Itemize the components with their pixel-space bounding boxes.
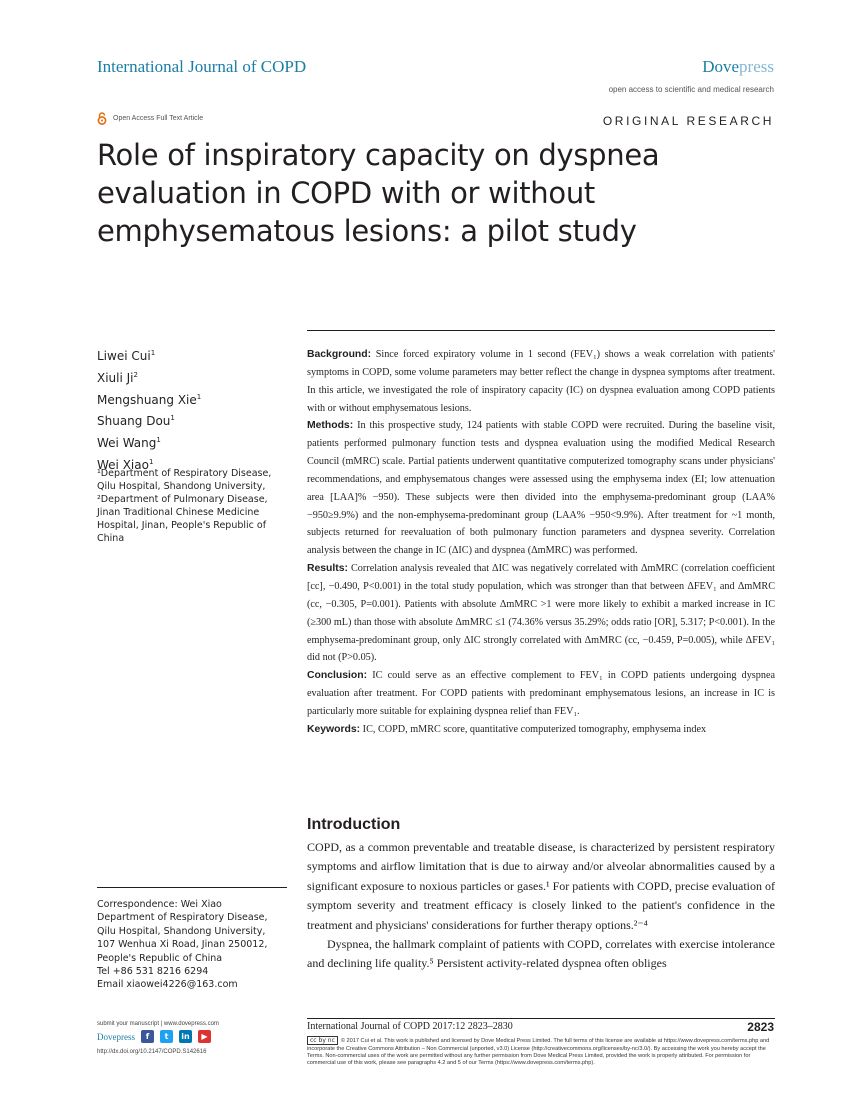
open-access-icon: [97, 112, 107, 125]
author-name: Wei Wang: [97, 436, 157, 451]
correspondence-divider: [97, 887, 287, 888]
twitter-icon[interactable]: t: [160, 1030, 173, 1043]
abstract: [307, 346, 775, 739]
author[interactable]: [97, 388, 201, 410]
correspondence-line: Department of Respiratory Disease,: [97, 912, 268, 924]
abstract-methods: [307, 417, 775, 560]
author-name: Wei Xiao: [97, 457, 149, 472]
linkedin-icon[interactable]: in: [179, 1030, 192, 1043]
correspondence-line: 107 Wenhua Xi Road, Jinan 250012,: [97, 939, 268, 951]
author-affiliation-mark: 1: [170, 414, 175, 423]
correspondence-phone: Tel +86 531 8216 6294: [97, 966, 209, 978]
open-access-badge[interactable]: [97, 112, 203, 125]
author[interactable]: [97, 409, 201, 431]
youtube-icon[interactable]: ▶: [198, 1030, 211, 1043]
author-affiliation-mark: 1: [196, 392, 202, 401]
author[interactable]: [97, 366, 201, 388]
author-name: Mengshuang Xie: [97, 392, 197, 407]
correspondence: [97, 898, 287, 992]
keywords-label: Keywords:: [307, 723, 361, 735]
author[interactable]: [97, 344, 201, 366]
abstract-keywords: [307, 721, 775, 739]
creative-commons-icon[interactable]: cc by nc: [307, 1036, 338, 1045]
introduction-paragraph: COPD, as a common preventable and treatable disease, is characterized by persistent respiratory symptoms and airflow limitation that is due to airway and/or alveolar abnormalities caused by a significant exposure to noxious particles or gases.¹ For patients with COPD, precise evaluation of symptom severity and treatment efficacy is closely linked to the patient's confidence in the treatment and physicians' considerations for further therapy options.²⁻⁴: [307, 840, 775, 932]
correspondence-line: People's Republic of China: [97, 952, 223, 964]
author[interactable]: [97, 431, 201, 453]
facebook-icon[interactable]: f: [141, 1030, 154, 1043]
correspondence-email[interactable]: Email xiaowei4226@163.com: [97, 979, 238, 991]
article-title: Role of inspiratory capacity on dyspnea evaluation in COPD with or without emphysematous lesions: a pilot study: [97, 138, 660, 248]
publisher-tagline: open access to scientific and medical research: [608, 85, 774, 94]
footer-social: [97, 1030, 211, 1043]
author-affiliation-mark: 1: [156, 436, 161, 445]
results-label: Results:: [307, 563, 348, 575]
license-notice: [307, 1036, 775, 1068]
publisher-logo-light: press: [739, 57, 774, 76]
conclusion-text: IC could serve as an effective complement to FEV₁ in COPD patients undergoing dyspnea evaluation after treatment. For COPD patients with predominant emphysematous lesions, an increase in IC is particularly more suitable for explaining dyspnea relief than FEV₁.: [307, 670, 776, 717]
conclusion-label: Conclusion:: [307, 670, 368, 682]
footer-divider: [307, 1018, 775, 1019]
article-type: ORIGINAL RESEARCH: [602, 114, 774, 128]
introduction-body: [307, 838, 775, 974]
author-name: Liwei Cui: [97, 349, 151, 363]
page-number: 2823: [747, 1020, 774, 1034]
footer-publisher-logo[interactable]: Dovepress: [97, 1031, 135, 1042]
abstract-divider: [307, 330, 775, 331]
author-affiliation-mark: 1: [148, 457, 154, 466]
abstract-results: [307, 560, 775, 667]
journal-name[interactable]: International Journal of COPD: [97, 57, 307, 76]
open-access-label: Open Access Full Text Article: [113, 115, 204, 122]
introduction-paragraph: Dyspnea, the hallmark complaint of patients with COPD, correlates with exercise intolerance and declining life quality.⁵ Persistent activity-related dyspnea often obliges: [307, 937, 775, 971]
background-label: Background:: [307, 349, 372, 360]
abstract-background: [307, 346, 775, 417]
abstract-conclusion: [307, 667, 775, 721]
submit-manuscript-link[interactable]: submit your manuscript | www.dovepress.com: [97, 1021, 219, 1027]
publisher-logo-main: Dove: [702, 57, 740, 76]
author-name: Xiuli Ji: [97, 370, 134, 385]
affiliations: ¹Department of Respiratory Disease, Qilu Hospital, Shandong University, ²Department of Pulmonary Disease, Jinan Traditional Chinese Medicine Hospital, Jinan, People's Republic of China: [97, 468, 272, 544]
methods-text: In this prospective study, 124 patients with stable COPD were recruited. During the baseline visit, patients performed pulmonary function tests and dyspnea evaluation using the modified Medical Research Council (mMRC) scale. Partial patients underwent quantitative computerized tomography scans under physicians' recommendations, and emphysematous changes were assessed using the emphysema index (EI; low attenuation area [LAA]% −950). These subjects were then divided into the emphysema-predominant group (LAA% −950≥9.9%) and the non-emphysema-predominant group (LAA% −950<9.9%). After treatment for ~1 month, subjects returned for reevaluation of both pulmonary function parameters and dyspnea severity. Correlation analysis between the change in IC (ΔIC) and dyspnea (ΔmMRC) was performed.: [307, 420, 775, 557]
keywords-text: IC, COPD, mMRC score, quantitative computerized tomography, emphysema index: [362, 723, 707, 735]
author-affiliation-mark: 2: [133, 370, 138, 379]
correspondence-line: Qilu Hospital, Shandong University,: [97, 925, 266, 937]
background-text: Since forced expiratory volume in 1 second (FEV₁) shows a weak correlation with patients' symptoms in COPD, some volume parameters may better reflect the change in dyspnea symptoms after treatment. In this article, we investigated the role of inspiratory capacity (IC) on dyspnea evaluation among COPD patients with or without emphysematous lesions.: [307, 349, 775, 414]
methods-label: Methods:: [307, 420, 354, 432]
correspondence-heading: Correspondence: Wei Xiao: [97, 899, 222, 910]
author-affiliation-mark: 1: [150, 349, 156, 357]
author-name: Shuang Dou: [97, 414, 171, 429]
doi-link[interactable]: http://dx.doi.org/10.2147/COPD.S142616: [97, 1049, 207, 1055]
results-text: Correlation analysis revealed that ΔIC was negatively correlated with ΔmMRC (correlation coefficient [cc], −0.490, P<0.001) in the total study population, which was stronger than that between ΔFEV₁ and ΔmMRC (cc, −0.305, P=0.001). Patients with absolute ΔmMRC >1 were more likely to exhibit a marked increase in IC (≥300 mL) than those with absolute ΔmMRC ≤1 (74.36% versus 35.29%; odds ratio [OR], 5.317; P<0.001). In the emphysema-predominant group, only ΔIC strongly correlated with ΔmMRC (cc, −0.459, P=0.005), while ΔFEV₁ did not (P>0.05).: [307, 563, 775, 664]
footer-citation: International Journal of COPD 2017:12 2823–2830: [307, 1021, 513, 1032]
license-text: © 2017 Cui et al. This work is published and licensed by Dove Medical Press Limited. The full terms of this license are available at https://www.dovepress.com/terms.php and incorporate the Creative Commons Attribution – Non Commercial (unported, v3.0) License (http://creativecommons.org/licenses/by-nc/3.0/). By accessing the work you hereby accept the Terms. Non-commercial uses of the work are permitted without any further permission from Dove Medical Press Limited, provided the work is properly attributed. For permission for commercial use of this work, please see paragraphs 4.2 and 5 of our Terms (https://www.dovepress.com/terms.php).: [307, 1038, 770, 1067]
introduction-heading: Introduction: [307, 816, 401, 833]
publisher-logo[interactable]: [702, 57, 774, 77]
author-list: [97, 344, 201, 475]
